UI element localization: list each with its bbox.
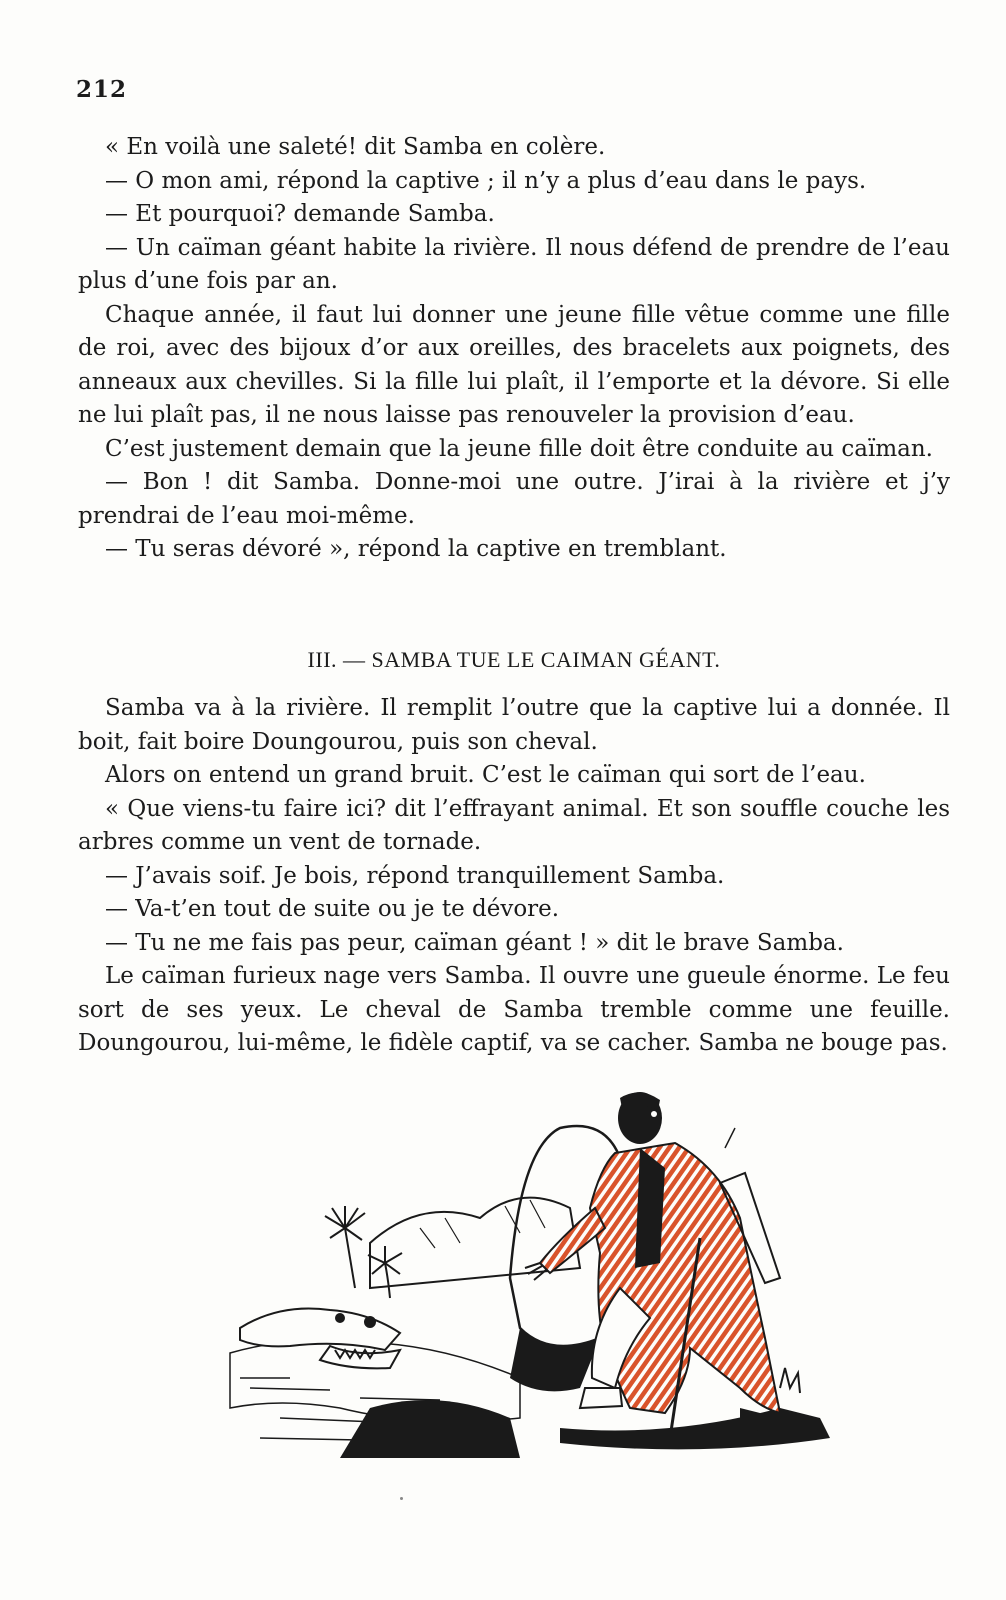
page-number: 212 — [76, 76, 128, 103]
paragraph: — Un caïman géant habite la rivière. Il nous défend de prendre de l’eau plus d’une fois par an. — [78, 234, 950, 294]
text-block-dialogue — [78, 131, 950, 567]
ground — [560, 1408, 830, 1449]
paragraph: C’est justement demain que la jeune fille doit être conduite au caïman. — [105, 435, 933, 462]
paragraph: Chaque année, il faut lui donner une jeune fille vêtue comme une fille de roi, avec des bijoux d’or aux oreilles, des bracelets aux poignets, des anneaux aux chevilles. Si la fille lui plaît, il l’emporte et la dévore. Si elle ne lui plaît pas, il ne nous laisse pas renouveler la provision d’eau. — [78, 301, 950, 428]
hills — [370, 1198, 580, 1288]
palm-tree-icon — [325, 1206, 402, 1298]
paragraph: — O mon ami, répond la captive ; il n’y a plus d’eau dans le pays. — [105, 167, 867, 194]
paragraph: — Et pourquoi? demande Samba. — [105, 201, 495, 227]
illustration-samba-and-caiman — [220, 1088, 860, 1468]
motion-line — [725, 1128, 735, 1148]
section-heading: III. — SAMBA TUE LE CAIMAN GÉANT. — [307, 647, 721, 672]
text-block-story — [78, 692, 950, 1061]
grass-tuft — [780, 1368, 800, 1393]
paragraph: Samba va à la rivière. Il remplit l’outre que la captive lui a donnée. Il boit, fait boire Doungourou, puis son cheval. — [78, 695, 950, 755]
paragraph: Le caïman furieux nage vers Samba. Il ouvre une gueule énorme. Le feu sort de ses yeux. Le cheval de Samba tremble comme une feuille. Doungourou, lui-même, le fidèle captif, va se cacher. Samba ne bouge pas. — [78, 963, 950, 1056]
bank-shadow — [340, 1400, 520, 1458]
paragraph: « En voilà une saleté! dit Samba en colère. — [105, 134, 606, 160]
paragraph: « Que viens-tu faire ici? dit l’effrayant animal. Et son souffle couche les arbres comme un vent de tornade. — [78, 795, 950, 855]
paragraph: — Tu seras dévoré », répond la captive en tremblant. — [105, 536, 727, 562]
paragraph: — Va-t’en tout de suite ou je te dévore. — [105, 896, 560, 922]
paragraph: — J’avais soif. Je bois, répond tranquillement Samba. — [105, 862, 725, 889]
paragraph: — Bon ! dit Samba. Donne-moi une outre. J’irai à la rivière et j’y prendrai de l’eau moi-même. — [78, 469, 950, 529]
paper-speck — [400, 1497, 403, 1500]
paragraph: — Tu ne me fais pas peur, caïman géant ! » dit le brave Samba. — [105, 929, 844, 956]
boulder-shading — [510, 1328, 600, 1391]
caiman-icon — [240, 1308, 400, 1368]
paragraph: Alors on entend un grand bruit. C’est le caïman qui sort de l’eau. — [105, 762, 866, 788]
hill-hatching — [420, 1200, 545, 1248]
